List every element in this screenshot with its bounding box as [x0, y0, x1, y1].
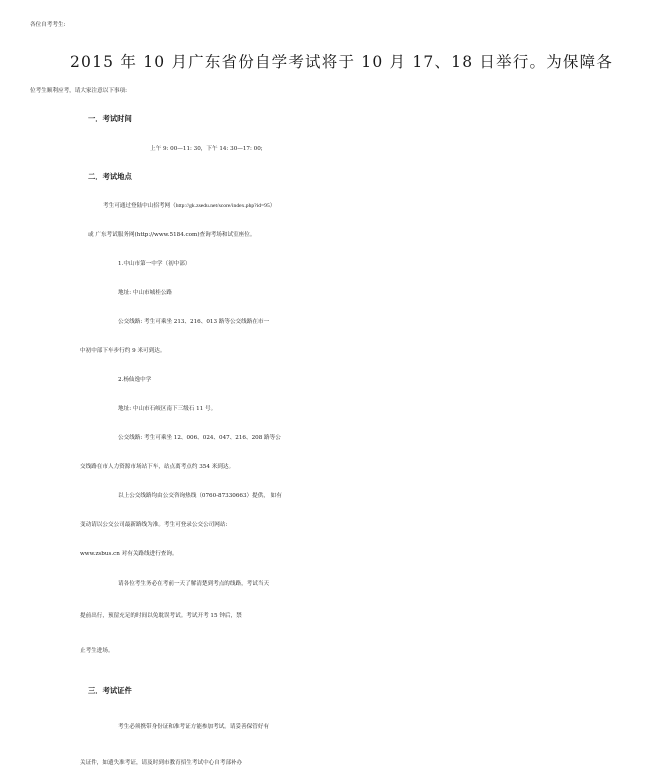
- greeting: 各位自考考生:: [30, 22, 66, 28]
- intro-line-2: 位考生顺利应考，请大家注意以下事项:: [30, 88, 127, 94]
- section-heading-exam-time: 一．考试时间: [88, 114, 132, 123]
- section-heading-exam-location: 二．考试地点: [88, 172, 132, 181]
- query-line-1-prefix: 考生可通过登陆中山招考网（: [103, 203, 176, 209]
- documents-line-1: 考生必须携带身份证和准考证方能参加考试。请妥善保管好有: [118, 724, 270, 730]
- query-line-2: 或 广东考试服务网(http://www.5184.com)查询考场和试室座位。: [88, 232, 256, 238]
- hotline-line-2: 变动请以公交公司最新路线为准。考生可登录公交公司网站:: [80, 522, 228, 528]
- advice-line-2: 提前出行，预留充足的时间以免耽误考试。考试开考 15 钟后，禁: [80, 613, 242, 619]
- hotline-line-1: 以上公交线路均由公交咨询热线（0760-87330663）提供， 如有: [118, 493, 282, 499]
- exam-schedule: 上午 9: 00—11: 30，下午 14: 30—17: 00;: [150, 146, 263, 152]
- hotline-line-3: www.zsbus.cn 对有关路线进行查询。: [80, 551, 178, 557]
- site-2-bus-line-2: 交线路在市人力资源市场站下车，站点离考点约 354 米到达。: [80, 464, 235, 470]
- advice-line-3: 止考生进场。: [80, 648, 114, 654]
- site-1-bus-line-1: 公交线路: 考生可乘坐 213、216、013 路等公交线路在市一: [118, 319, 270, 325]
- documents-line-2: 关证件，如遗失准考证，请及时到市教育招生考试中心自考部补办: [80, 760, 243, 766]
- query-line-1: [103, 195, 665, 217]
- site-1-name: 1.中山市第一中学（初中部）: [118, 261, 191, 267]
- section-heading-exam-documents: 三．考试证件: [88, 686, 132, 695]
- zhaokao-link[interactable]: http://gk.zsedu.net/score/index.php?id=95: [175, 203, 270, 209]
- site-2-name: 2.杨仙逸中学: [118, 377, 152, 383]
- site-1-address: 地址: 中山市城桂公路: [118, 290, 173, 296]
- intro-line-1: 2015 年 10 月广东省份自学考试将于 10 月 17、18 日举行。为保障各: [70, 53, 614, 71]
- site-2-bus-line-1: 公交线路: 考生可乘坐 12、006、024、047、216、208 路等公: [118, 435, 281, 441]
- query-line-1-suffix: ）: [269, 203, 276, 209]
- advice-line-1: 请各位考生务必在考前一天了解清楚到考点的线路，考试当天: [118, 581, 270, 587]
- site-1-bus-line-2: 中初中部下车步行约 9 米可到达。: [80, 348, 166, 354]
- site-2-address: 地址: 中山市石岐区南下三级石 11 号。: [118, 406, 217, 412]
